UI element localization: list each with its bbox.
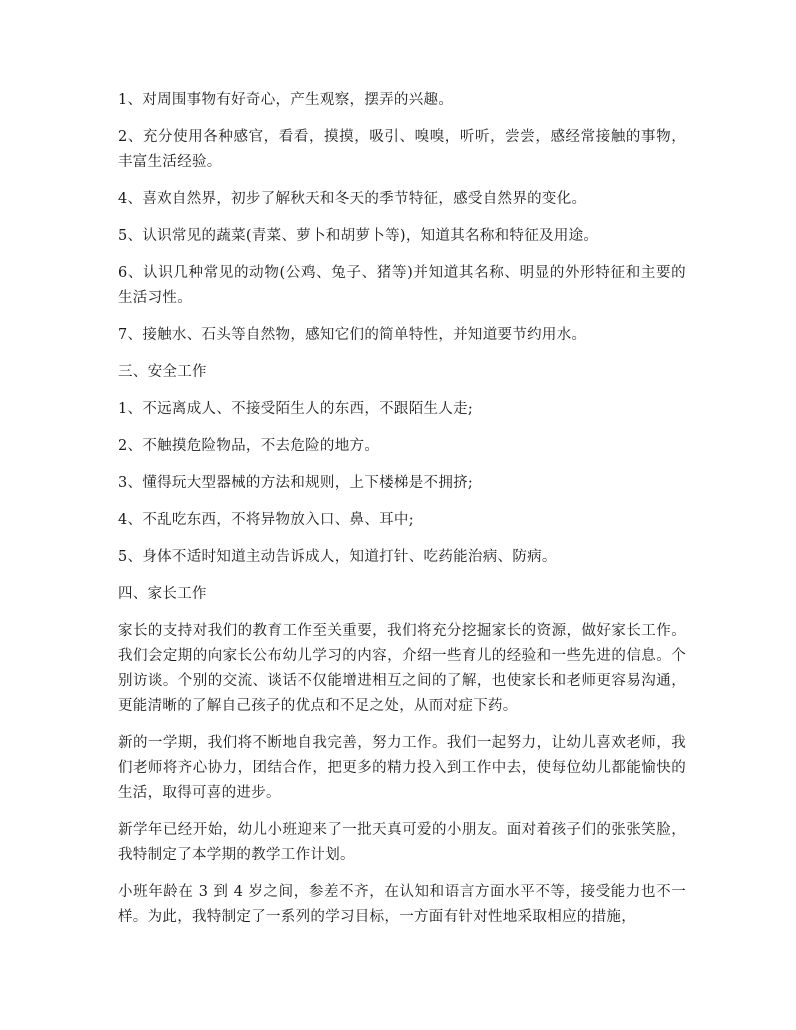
paragraph-new-semester: 新的一学期，我们将不断地自我完善，努力工作。我们一起努力，让幼儿喜欢老师，我们老师将齐心协力，团结合作，把更多的精力投入到工作中去，使每位幼儿都能愉快的生活，取得可喜的进步。 bbox=[118, 735, 686, 801]
paragraph-science-6: 6、认识几种常见的动物(公鸡、兔子、猪等)并知道其名称、明显的外形特征和主要的生活习性。 bbox=[118, 265, 686, 306]
paragraph-new-year: 新学年已经开始，幼儿小班迎来了一批天真可爱的小朋友。面对着孩子们的张张笑脸，我特制定了本学期的教学工作计划。 bbox=[118, 822, 686, 863]
paragraph-science-7: 7、接触水、石头等自然物，感知它们的简单特性，并知道要节约用水。 bbox=[118, 327, 587, 343]
paragraph-safety-4: 4、不乱吃东西，不将异物放入口、鼻、耳中; bbox=[118, 512, 414, 528]
section-heading-safety: 三、安全工作 bbox=[118, 364, 207, 380]
paragraph-safety-2: 2、不触摸危险物品，不去危险的地方。 bbox=[118, 438, 380, 454]
paragraph-safety-5: 5、身体不适时知道主动告诉成人，知道打针、吃药能治病、防病。 bbox=[118, 549, 557, 565]
paragraph-science-2: 2、充分使用各种感官，看看，摸摸，吸引、嗅嗅，听听，尝尝，感经常接触的事物，丰富生活经验。 bbox=[118, 129, 686, 170]
paragraph-science-1: 1、对周围事物有好奇心，产生观察，摆弄的兴趣。 bbox=[118, 92, 454, 108]
paragraph-parents: 家长的支持对我们的教育工作至关重要，我们将充分挖掘家长的资源，做好家长工作。我们会定期的向家长公布幼儿学习的内容，介绍一些育儿的经验和一些先进的信息。个别访谈。个别的交流、谈话不仅能增进相互之间的了解，也使家长和老师更容易沟通，更能清晰的了解自己孩子的优点和不足之处，从而对症下药。 bbox=[118, 623, 686, 714]
document-page bbox=[118, 88, 686, 942]
paragraph-safety-3: 3、懂得玩大型器械的方法和规则，上下楼梯是不拥挤; bbox=[118, 475, 474, 491]
paragraph-class-age: 小班年龄在 3 到 4 岁之间，参差不齐，在认知和语言方面水平不等，接受能力也不一样。为此，我特制定了一系列的学习目标，一方面有针对性地采取相应的措施， bbox=[118, 884, 686, 925]
paragraph-science-5: 5、认识常见的蔬菜(青菜、萝卜和胡萝卜等)，知道其名称和特征及用途。 bbox=[118, 228, 599, 244]
paragraph-science-4: 4、喜欢自然界，初步了解秋天和冬天的季节特征，感受自然界的变化。 bbox=[118, 191, 587, 207]
paragraph-safety-1: 1、不远离成人、不接受陌生人的东西，不跟陌生人走; bbox=[118, 401, 474, 417]
section-heading-parents: 四、家长工作 bbox=[118, 586, 207, 602]
